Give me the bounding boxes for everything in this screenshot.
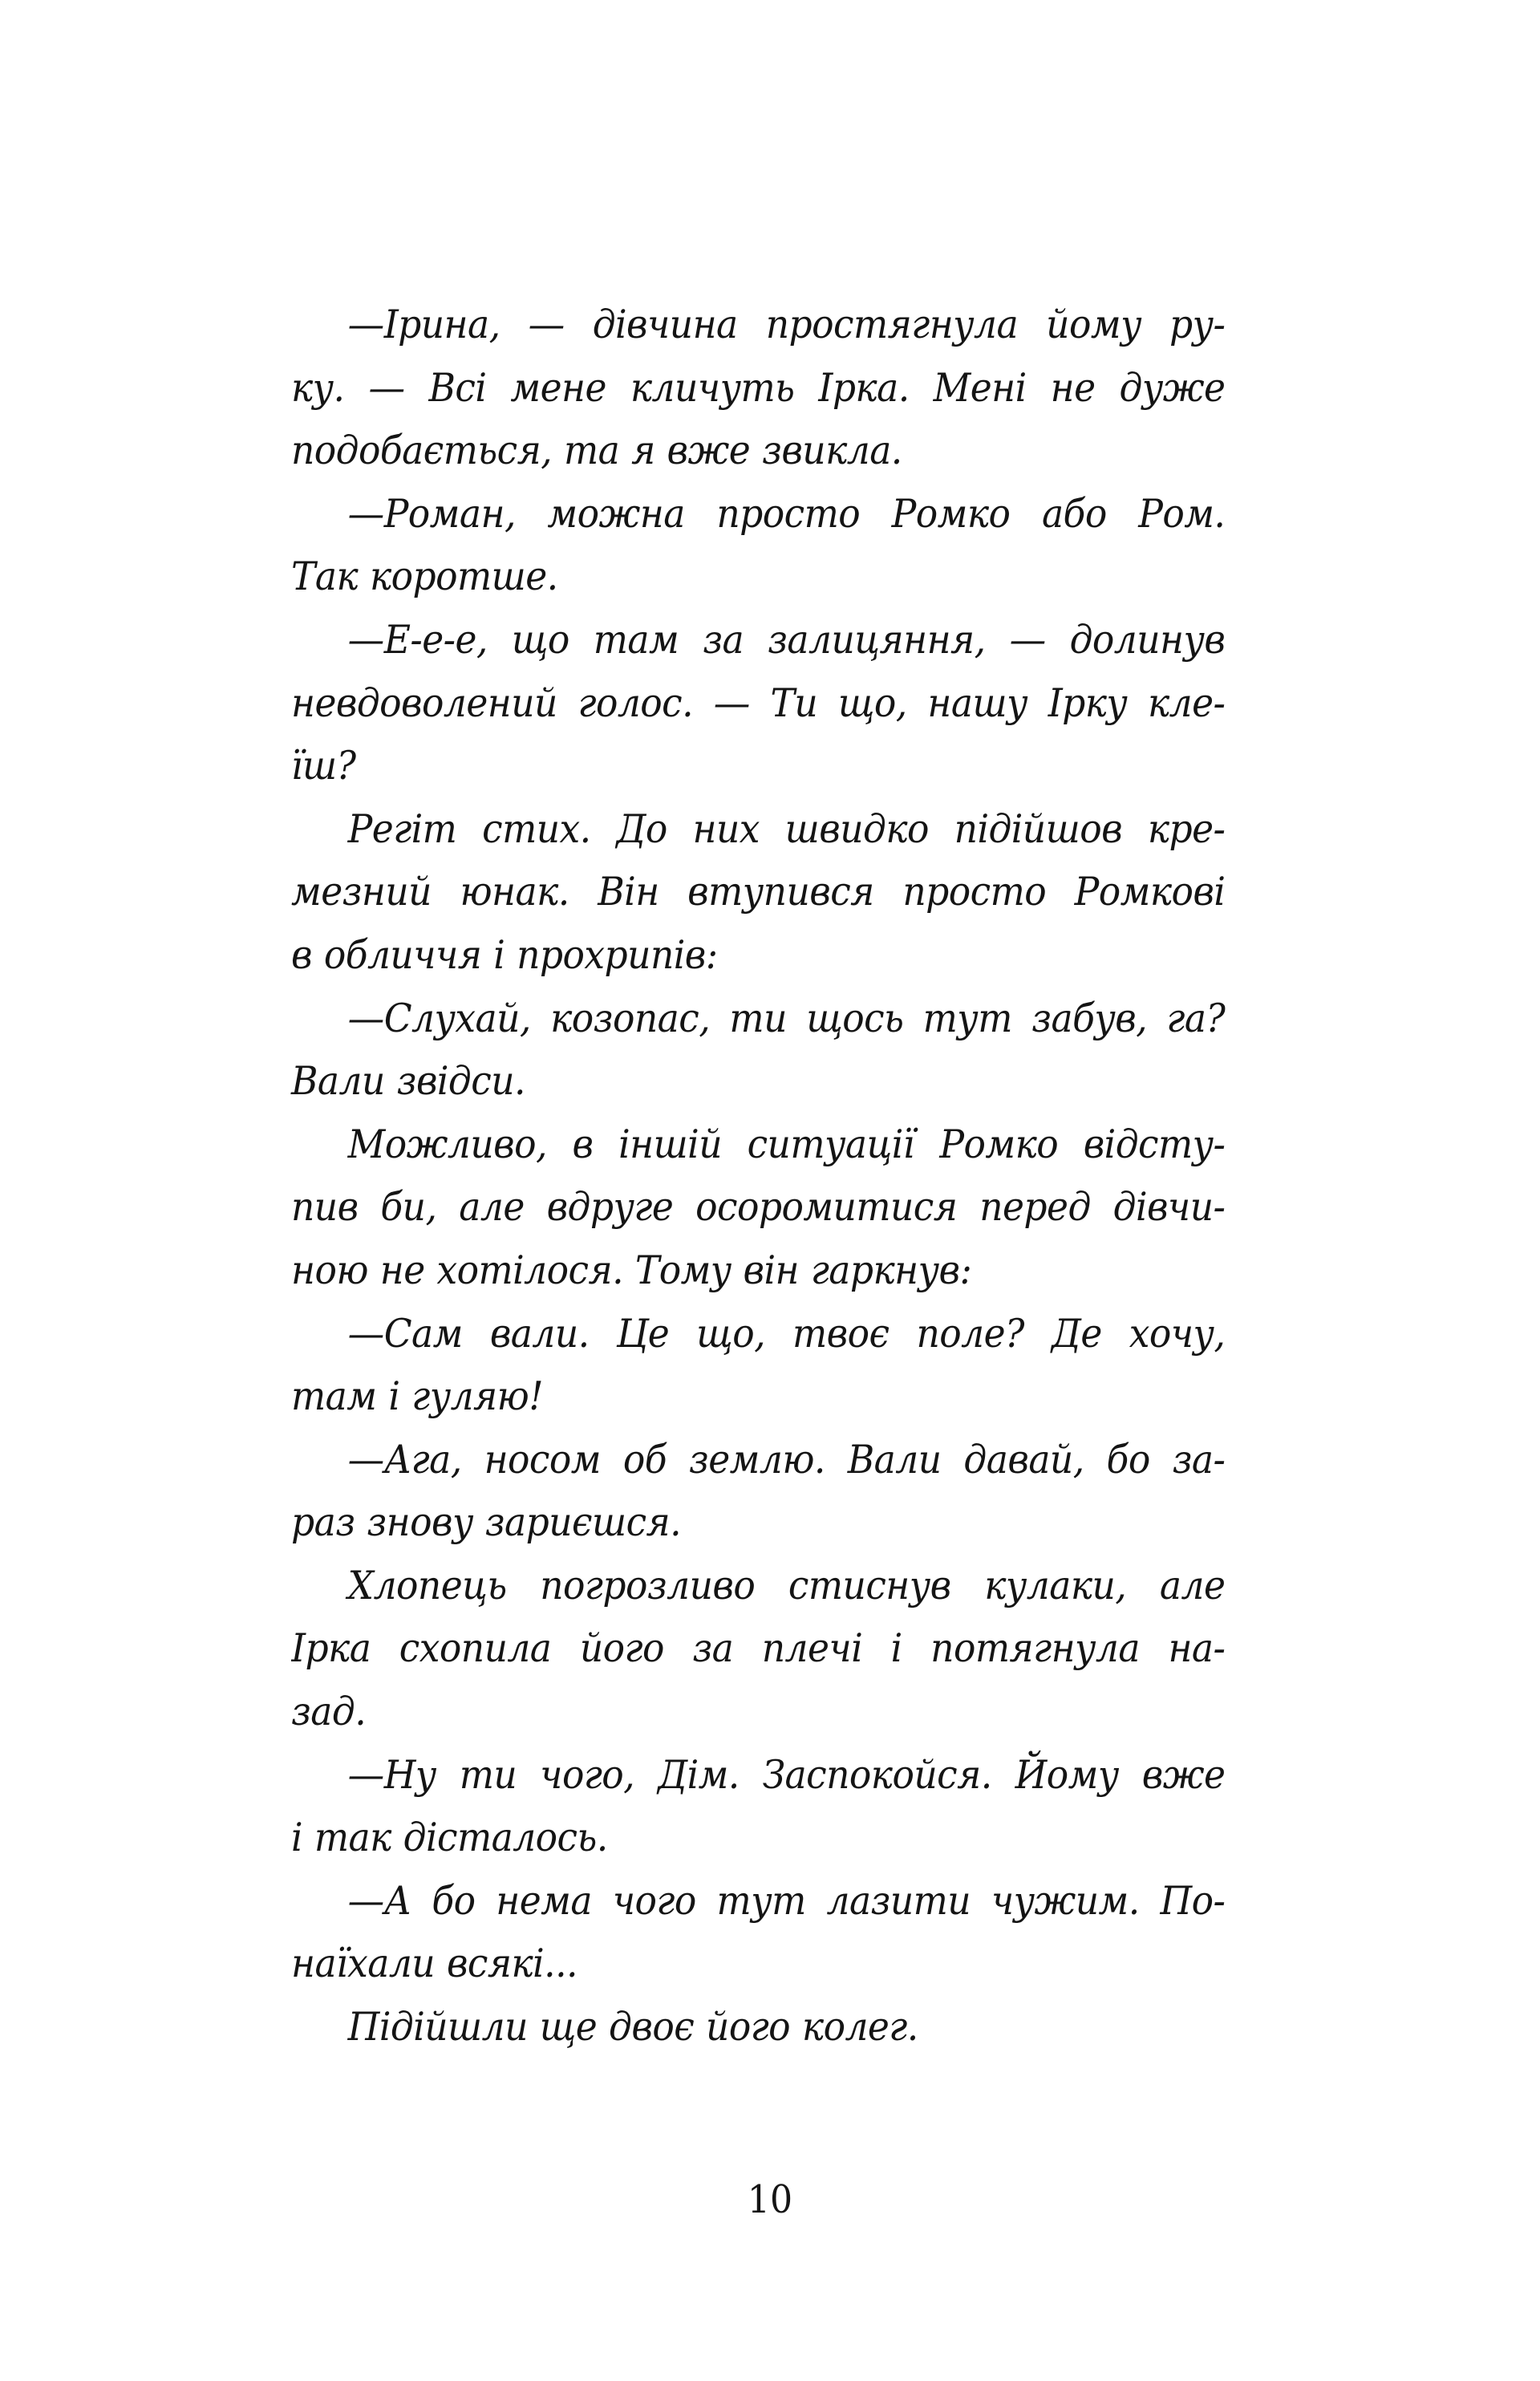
text-line: мезний юнак. Він втупився просто Ромкові bbox=[291, 869, 1226, 915]
text-line: зад. bbox=[291, 1689, 367, 1735]
text-line: їш? bbox=[291, 743, 356, 789]
text-line: Ірка схопила його за плечі і потягнула на- bbox=[291, 1625, 1226, 1672]
text-line: Хлопець погрозливо стиснув кулаки, але bbox=[347, 1562, 1226, 1608]
text-line: —Ірина, — дівчина простягнула йому ру- bbox=[347, 302, 1226, 347]
text-line: —Сам вали. Це що, твоє поле? Де хочу, bbox=[347, 1310, 1226, 1357]
text-line: подобається, та я вже звикла. bbox=[291, 428, 902, 474]
text-line: —Роман, можна просто Ромко або Ром. bbox=[347, 490, 1226, 537]
page-number: 10 bbox=[747, 2177, 793, 2222]
body-text bbox=[291, 294, 1295, 2059]
text-line: там і гуляю! bbox=[291, 1373, 543, 1420]
text-line: ку. — Всі мене кличуть Ірка. Мені не дуже bbox=[291, 364, 1226, 411]
text-line: наїхали всякі... bbox=[291, 1941, 578, 1987]
text-line: Регіт стих. До них швидко підійшов кре- bbox=[347, 805, 1226, 852]
text-line: —Слухай, козопас, ти щось тут забув, га? bbox=[347, 995, 1226, 1041]
text-line: і так дісталось. bbox=[291, 1815, 608, 1861]
text-line: Можливо, в іншій ситуації Ромко відсту- bbox=[347, 1121, 1226, 1167]
text-line: —Е-е-е, що там за залицяння, — долинув bbox=[347, 616, 1226, 663]
text-line: невдоволений голос. — Ти що, нашу Ірку кле- bbox=[291, 679, 1226, 726]
text-line: Підійшли ще двоє його колег. bbox=[347, 2004, 918, 2050]
text-line: ною не хотілося. Тому він гаркнув: bbox=[291, 1247, 972, 1293]
text-line: в обличчя і прохрипів: bbox=[291, 931, 718, 978]
text-line: Вали звідси. bbox=[291, 1058, 525, 1105]
text-line: Так коротше. bbox=[291, 554, 558, 600]
text-line: пив би, але вдруге осоромитися перед дівчи- bbox=[291, 1184, 1226, 1231]
text-line: раз знову зариєшся. bbox=[291, 1499, 682, 1546]
text-line: —Ага, носом об землю. Вали давай, бо за- bbox=[347, 1436, 1226, 1483]
text-line: —А бо нема чого тут лазити чужим. По- bbox=[347, 1877, 1226, 1924]
text-line: —Ну ти чого, Дім. Заспокойся. Йому вже bbox=[347, 1751, 1226, 1798]
